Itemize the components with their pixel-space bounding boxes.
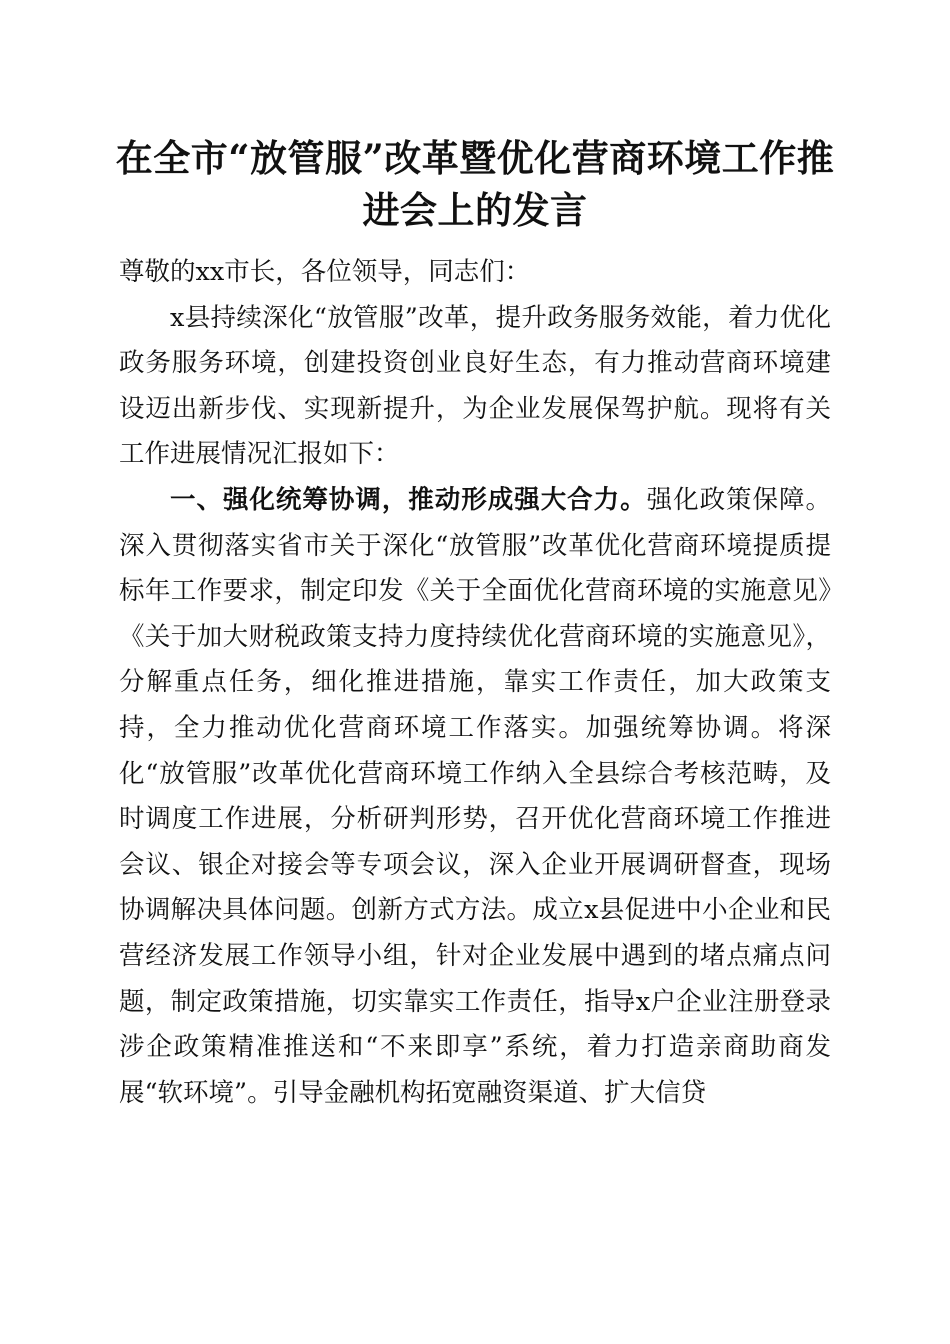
section-1-body: 强化政策保障。深入贯彻落实省市关于深化“放管服”改革优化营商环境提质提标年工作要求，制定印发《关于全面优化营商环境的实施意见》《关于加大财税政策支持力度持续优化营商环境的实施意见》，分解重点任务，细化推进措施，靠实工作责任，加大政策支持，全力推动优化营商环境工作落实。加强统筹协调。将深化“放管服”改革优化营商环境工作纳入全县综合考核范畴，及时调度工作进展，分析研判形势，召开优化营商环境工作推进会议、银企对接会等专项会议，深入企业开展调研督查，现场协调解决具体问题。创新方式方法。成立x县促进中小企业和民营经济发展工作领导小组，针对企业发展中遇到的堵点痛点问题，制定政策措施，切实靠实工作责任，指导x户企业注册登录涉企政策精准推送和“不来即享”系统，着力打造亲商助商发展“软环境”。引导金融机构拓宽融资渠道、扩大信贷 [119, 484, 831, 1108]
document-title: 在全市“放管服”改革暨优化营商环境工作推进会上的发言 [115, 136, 835, 232]
salutation: 尊敬的xx市长，各位领导，同志们： [119, 257, 531, 287]
document-body [119, 250, 831, 1116]
section-1-paragraph [119, 478, 831, 1116]
section-1-heading: 一、强化统筹协调，推动形成强大合力。 [170, 484, 647, 515]
intro-paragraph: x县持续深化“放管服”改革，提升政务服务效能，着力优化政务服务环境，创建投资创业良好生态，有力推动营商环境建设迈出新步伐、实现新提升，为企业发展保驾护航。现将有关工作进展情况汇报如下： [119, 302, 831, 470]
